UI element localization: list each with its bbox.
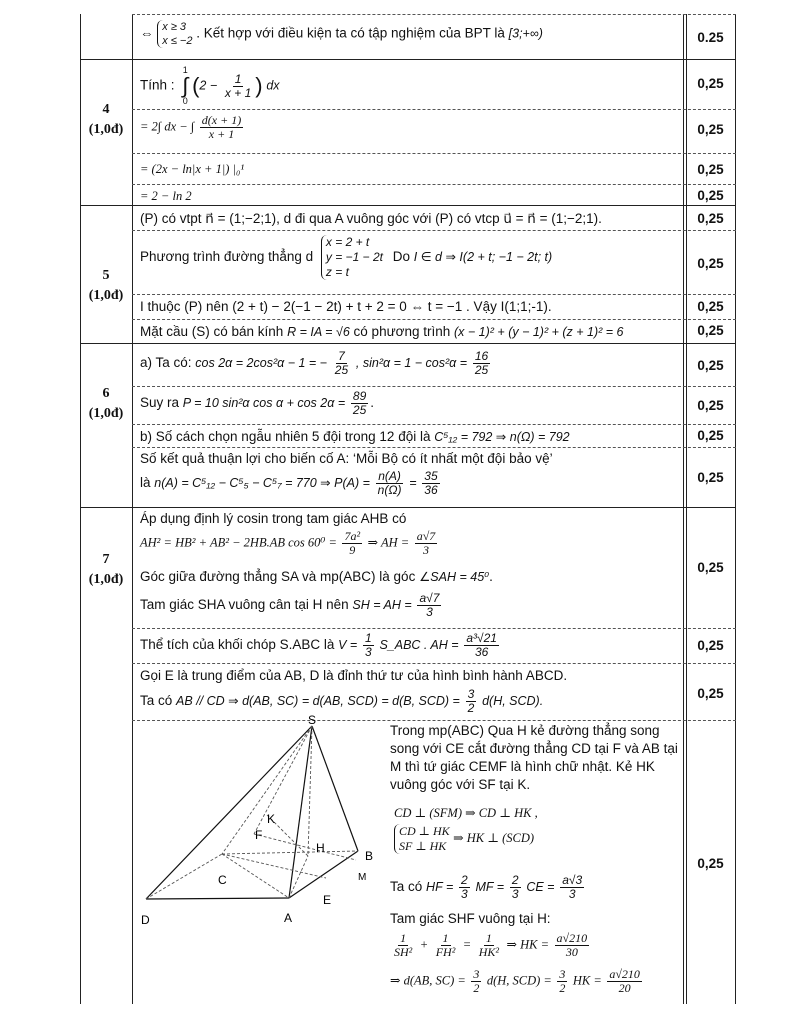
fraction-denominator: 36 [424,483,438,497]
q4-step-4: = 2 − ln 2 [140,189,192,203]
q7-step-c1: Gọi E là trung điểm của AB, D là đỉnh thứ tư của hình bình hành ABCD. [140,668,568,683]
fraction-denominator: 9 [349,543,356,557]
expr-part: = [462,937,472,952]
row-line [132,663,736,664]
expr-part: = [409,476,417,491]
integral-sign: ∫ [182,73,189,98]
expr-part: n(A) = C⁵₁₂ − C⁵₅ − C⁵₇ = 770 ⇒ P(A) = [154,476,370,491]
q7-step-d3 [394,824,684,854]
system-line: y = −1 − 2t [325,250,383,264]
q7-step-d5: Tam giác SHF vuông tại H: [390,911,551,926]
equivalence-symbol: ⇔ [140,25,154,41]
step-text: Thể tích của khối chóp S.ABC là [140,637,335,653]
step-connector: Do [392,249,410,265]
expr-part: CE = [526,880,555,895]
q6-step-4b [140,470,680,497]
fraction-denominator: 3 [568,887,576,901]
q7-step-d2: CD ⊥ (SFM) ⇒ CD ⊥ HK , [394,806,538,820]
table-border-left [80,14,81,1004]
vertex-label-S: S [308,714,317,727]
fraction-denominator: n(Ω) [377,483,402,497]
system-line: CD ⊥ HK [399,824,450,838]
q5-step-4 [140,323,680,341]
step-text: có phương trình [353,324,451,339]
fraction-numerator: 3 [473,967,480,981]
score-value: 0,25 [697,256,724,271]
system-line: z = t [325,265,349,279]
integral-lower-limit: 0 [182,96,188,106]
edge-SB [312,726,358,851]
score-value: 0,25 [697,428,724,443]
differential: dx [266,78,280,93]
vertex-label-B: B [365,849,374,863]
expr-part: 2 − [199,78,218,93]
question-number-7 [80,550,132,590]
q6-step-3 [140,428,680,446]
step-text: Mặt cầu (S) có bán kính [140,324,284,339]
expr-part: R = IA = √6 [287,325,350,339]
fraction-denominator: 25 [334,363,349,377]
row-divider-q7 [80,507,736,508]
q7-step-d1: Trong mp(ABC) Qua H kẻ đường thẳng song song với CE cắt đường thẳng CD tại F và AB tại M thì tứ giác CEMF là hình chữ nhật. Kẻ HK vuông góc với SF tại K. [390,723,678,792]
fraction-numerator: a√7 [419,591,440,605]
expr-part: SH = AH = [352,598,412,613]
expr-part: ∠SAH = 45⁰ [419,570,490,584]
expr-part: V = [338,638,358,653]
fraction-denominator: x + 1 [208,127,235,141]
fraction-numerator: 3 [559,967,566,981]
row-line [132,628,736,629]
column-divider-score-a [683,14,684,1004]
point-label-E: E [323,893,332,907]
q5-step-1: (P) có vtpt n⃗ = (1;−2;1), d đi qua A vuông góc với (P) có vtcp u⃗ = n⃗ = (1;−2;1). [140,211,602,226]
score-value: 0,25 [697,358,724,373]
fraction-numerator: 1 [485,931,492,945]
system-line: x ≥ 3 [162,21,187,33]
height-SH [308,726,312,856]
step-prefix: b) Số cách chọn ngẫu nhiên 5 đội trong 12 đội là [140,429,431,444]
fraction-denominator: 36 [474,645,489,659]
edge-SD [146,726,312,899]
step-prefix: Suy ra [140,395,180,411]
step-prefix: Ta có [390,879,423,895]
fraction-denominator: 2 [559,981,566,995]
row-line [132,319,736,320]
edge-DC [146,854,222,899]
row-top-line [132,14,736,15]
fraction-denominator: HK² [478,945,500,959]
q3-tail-line [140,20,680,48]
fraction-numerator: 2 [511,873,519,887]
expr-part: P = 10 sin²α cos α + cos 2α = [182,396,346,411]
question-label: 6 [102,386,110,401]
q7-step-a3 [140,568,680,586]
expr-part: + [419,937,429,952]
score-value: 0,25 [697,162,724,177]
question-points: (1,0đ) [88,122,124,137]
column-divider-question [132,14,133,1004]
expr-part: (x − 1)² + (y − 1)² + (z + 1)² = 6 [454,325,624,339]
q7-step-a1: Áp dụng định lý cosin trong tam giác AHB có [140,511,407,526]
row-line [132,109,736,110]
row-line [132,184,736,185]
step-text: Tam giác SHA vuông cân tại H nên [140,597,349,613]
q7-step-d4 [390,874,680,901]
q6-step-1 [140,350,680,377]
point-label-K: K [267,812,276,826]
fraction-numerator: 16 [474,349,489,363]
fraction-denominator: FH² [435,945,456,959]
row-line [132,447,736,448]
point-label-F: F [255,828,263,842]
score-value: 0,25 [697,211,724,226]
expr-part: I ∈ d ⇒ I(2 + t; −1 − 2t; t) [413,250,553,265]
score-value: 0,25 [697,76,724,91]
edge-SC [222,726,312,854]
q3-answer-set: [3;+∞) [508,26,543,41]
q4-step-1: Tính : 1 ∫ 0 (2 − $\frac{1}{x + 1}$ ) dx [140,65,280,106]
expr-part: S_ABC . AH = [379,638,459,653]
fraction-denominator: 20 [618,981,631,995]
edge-CA [222,854,289,898]
q7-step-a2 [140,530,680,557]
fraction-numerator: 7a² [344,529,361,543]
expr-part: C⁵₁₂ = 792 ⇒ n(Ω) = 792 [434,430,570,444]
fraction-numerator: 1 [365,631,372,645]
fraction-numerator: 89 [352,389,367,403]
fraction-numerator: 2 [461,873,468,887]
q4-step-3: = (2x − ln|x + 1|) |₀¹ [140,162,245,176]
score-value: 0,25 [697,856,724,871]
punctuation: . [370,395,375,411]
q7-step-a4 [140,592,680,619]
question-label: 4 [102,102,110,117]
q5-step-3: I thuộc (P) nên (2 + t) − 2(−1 − 2t) + t + 2 = 0 ⇔ t = −1 . Vậy I(1;1;-1). [140,299,552,314]
expr-part: ⇒ HK = [506,937,550,952]
fraction-numerator: 1 [442,931,449,945]
point-label-H: H [316,841,325,855]
step-prefix: Tính : [140,77,175,93]
pyramid-figure [136,714,386,926]
expr-part: ⇒ d(AB, SC) = [390,973,466,988]
score-value: 0,25 [697,560,724,575]
vertex-label-C: C [218,873,227,887]
expr-part: d(H, SCD) = [486,973,552,988]
score-value: 0.25 [697,30,724,45]
point-label-M: M [358,872,367,883]
system-line: SF ⊥ HK [399,839,447,853]
fraction-numerator: 3 [467,687,475,701]
step-prefix: a) Ta có: [140,355,192,371]
score-value: 0,25 [697,398,724,413]
vertex-label-D: D [141,913,150,926]
step-text: Góc giữa đường thẳng SA và mp(ABC) là góc [140,569,416,584]
fraction-denominator: 3 [365,645,372,659]
row-divider-q6 [80,343,736,344]
line-FM [254,834,356,860]
expr-part: AB // CD ⇒ d(AB, SC) = d(AB, SCD) = d(B, SCD) = [176,694,460,709]
question-label: 5 [102,268,110,283]
q7-step-d6 [390,932,680,959]
q7-step-b1 [140,632,680,659]
q5-step-2 [140,235,680,280]
fraction-numerator: a³√21 [466,631,497,645]
fraction-numerator: 1 [400,931,407,945]
score-value: 0,25 [697,323,724,338]
q6-step-2 [140,390,680,417]
fraction-denominator: 3 [511,887,519,901]
punctuation: . [489,569,493,584]
fraction-denominator: 2 [473,981,480,995]
expr-part: ⇒ HK ⊥ (SCD) [453,831,535,846]
q4-step-2 [140,114,680,141]
question-label: 7 [102,552,110,567]
expr-part: ⇒ AH = [367,535,410,550]
expr-part: AH² = HB² + AB² − 2HB.AB cos 60⁰ = [140,535,337,550]
vertex-label-A: A [284,911,293,925]
question-number-5 [80,266,132,306]
fraction-denominator: 3 [422,543,429,557]
fraction-denominator: 25 [474,363,489,377]
step-prefix: Ta có [140,693,173,709]
fraction-numerator: 1 [234,71,242,86]
fraction-denominator: 2 [467,701,475,715]
row-line [132,153,736,154]
expr-part: = 2∫ dx − ∫ [140,119,195,134]
score-value: 0,25 [697,638,724,653]
fraction-denominator: 3 [461,887,468,901]
q7-step-d7 [390,968,680,995]
fraction-numerator: 35 [424,469,438,483]
q7-step-c2 [140,688,680,715]
fraction-numerator: n(A) [378,469,401,483]
step-prefix: là [140,475,151,491]
row-line [132,424,736,425]
score-value: 0,25 [697,188,724,203]
score-value: 0,25 [697,122,724,137]
question-points: (1,0đ) [88,406,124,421]
question-points: (1,0đ) [88,572,124,587]
system-line: x = 2 + t [325,235,370,249]
line-CE [222,854,326,878]
question-number-4 [80,100,132,140]
fraction-numerator: a√7 [416,529,436,543]
fraction-denominator: 3 [426,605,433,619]
answer-table [80,14,736,1004]
fraction-numerator: 7 [338,349,345,363]
q6-step-4a: Số kết quả thuận lợi cho biến cố A: ‘Mỗi Bộ có ít nhất một đội bảo vệ’ [140,451,553,466]
score-value: 0,25 [697,470,724,485]
expr-part: MF = [475,880,505,895]
fraction-denominator: SH² [394,945,413,959]
fraction-numerator: d(x + 1) [201,113,242,127]
step-prefix: Phương trình đường thẳng d [140,249,314,265]
row-divider-q5 [80,205,736,206]
edge-CB [222,851,358,854]
fraction-numerator: a√210 [609,967,640,981]
expr-part: HF = [426,880,454,895]
expr-part: cos 2α = 2cos²α − 1 = − [195,356,327,371]
question-number-6 [80,384,132,424]
line-SF [254,726,312,834]
fraction-denominator: 25 [352,403,367,417]
expr-part: d(H, SCD). [482,694,544,709]
q3-conclusion-text: . Kết hợp với điều kiện ta có tập nghiệm của BPT là [196,25,505,41]
score-value: 0,25 [697,299,724,314]
fraction-numerator: a√210 [556,931,588,945]
expr-part: HK = [572,973,602,988]
row-line [132,294,736,295]
fraction-denominator: x + 1 [224,85,252,100]
row-line [132,230,736,231]
fraction-denominator: 30 [565,945,578,959]
system-line: x ≤ −2 [162,35,193,47]
row-divider-q4 [80,59,736,60]
integral-upper-limit: 1 [182,65,188,75]
row-line [132,386,736,387]
question-points: (1,0đ) [88,288,124,303]
score-value: 0,25 [697,686,724,701]
fraction-numerator: a√3 [562,873,583,887]
edge-DA [146,898,289,899]
expr-part: , sin²α = 1 − cos²α = [355,356,468,371]
